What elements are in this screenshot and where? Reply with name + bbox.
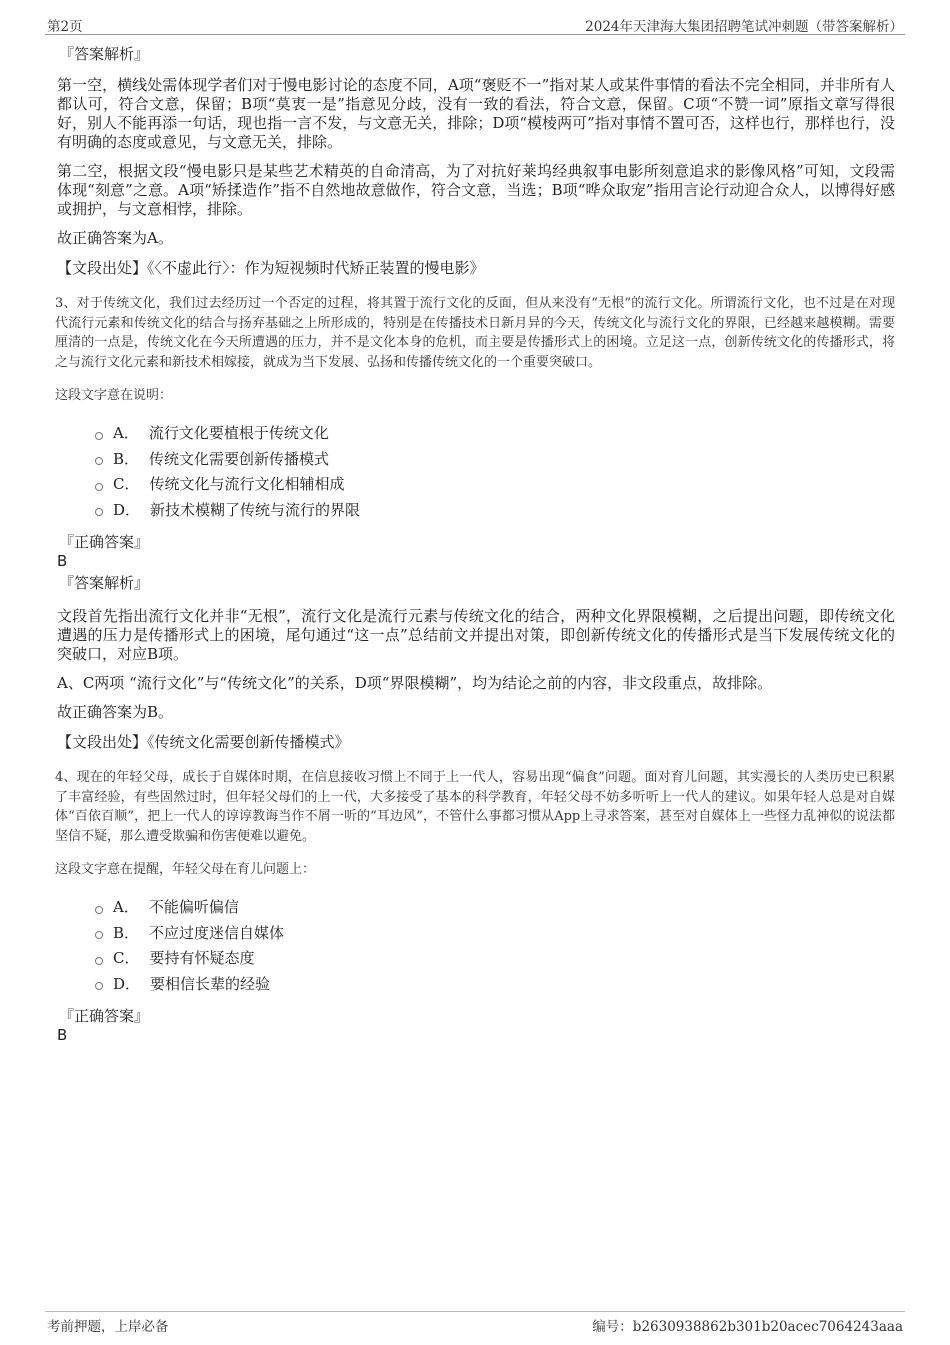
question-4 (55, 768, 895, 1045)
q3-prompt: 这段文字意在说明： (55, 388, 173, 403)
radio-button-icon[interactable] (95, 432, 103, 440)
q3-answer-value: B (57, 552, 68, 570)
q2-analysis-conclusion: 故正确答案为A。 (57, 229, 173, 247)
q2-source-label: 【文段出处】 (57, 259, 148, 277)
q3-option-b-letter: B． (113, 449, 140, 468)
q4-option-a-letter: A． (113, 898, 139, 916)
q2-source-text: 《〈不虚此行〉：作为短视频时代矫正装置的慢电影》 (147, 259, 485, 277)
q3-analysis-para-1: 文段首先指出流行文化并非“无根”，流行文化是流行元素与传统文化的结合，两种文化界限模糊，之后提出问题，即传统文化遭遇的压力是传播形式上的困境，尾句通过“这一点”总结前文并提出对策，即创新传统文化的传播形式是当下发展传统文化的突破口，对应B项。 (57, 607, 895, 663)
q2-source (57, 258, 895, 278)
q4-option-c-text: 要持有怀疑态度 (149, 949, 255, 967)
q3-option-d-text: 新技术模糊了传统与流行的界限 (150, 500, 361, 519)
q4-prompt: 这段文字意在提醒，年轻父母在育儿问题上： (55, 862, 316, 877)
q4-options (95, 895, 895, 997)
q3-option-d-letter: D． (113, 500, 141, 519)
q3-analysis-label: 『答案解析』 (59, 574, 150, 592)
q4-option-b[interactable] (95, 921, 895, 947)
q3-analysis-para-2: A、C两项 “流行文化”与“传统文化”的关系，D项“界限模糊”，均为结论之前的内容，非文段重点，故排除。 (57, 674, 773, 692)
q3-source-text: 《传统文化需要创新传播模式》 (147, 733, 350, 751)
page-content (55, 44, 895, 1047)
q3-answer-label: 『正确答案』 (59, 533, 150, 551)
q4-option-a-text: 不能偏听偏信 (148, 898, 239, 916)
q3-option-a-text: 流行文化要植根于传统文化 (148, 424, 329, 442)
q4-option-c[interactable] (95, 946, 895, 972)
q4-answer-value: B (57, 1026, 68, 1044)
q3-option-a-letter: A． (113, 424, 139, 442)
q3-options (95, 421, 895, 523)
footer-serial: 编号：b2630938862b301b20acec7064243aaa (592, 1319, 903, 1335)
document-title: 2024年天津海大集团招聘笔试冲刺题（带答案解析） (585, 19, 903, 35)
q2-analysis-para-1: 第一空，横线处需体现学者们对于慢电影讨论的态度不同，A项“褒贬不一”指对某人或某件事情的看法不完全相同，并非所有人都认可，符合文意，保留；B项“莫衷一是”指意见分歧，没有一致的看法，符合文意，保留。C项“不赞一词”原指文章写得很好，别人不能再添一句话，现也指一言不发，与文意无关，排除；D项“模棱两可”指对事情不置可否，这样也行，那样也行，没有明确的态度或意见，与文意无关，排除。 (57, 76, 895, 151)
q4-option-d[interactable] (95, 972, 895, 998)
q4-option-d-text: 要相信长辈的经验 (150, 974, 271, 993)
q2-analysis-label: 『答案解析』 (59, 45, 150, 63)
radio-button-icon[interactable] (95, 906, 103, 914)
radio-button-icon[interactable] (95, 483, 103, 491)
q4-option-d-letter: D． (113, 974, 141, 993)
page-header (45, 12, 905, 35)
q4-option-b-text: 不应过度迷信自媒体 (149, 923, 285, 942)
radio-button-icon[interactable] (95, 982, 103, 990)
q3-option-b[interactable] (95, 447, 895, 473)
q3-option-c-text: 传统文化与流行文化相辅相成 (149, 475, 345, 493)
q3-option-c-letter: C． (113, 475, 140, 493)
q2-analysis-section (55, 44, 895, 278)
q3-analysis-conclusion: 故正确答案为B。 (57, 703, 174, 721)
q3-option-a[interactable] (95, 421, 895, 447)
q4-option-a[interactable] (95, 895, 895, 921)
radio-button-icon[interactable] (95, 957, 103, 965)
radio-button-icon[interactable] (95, 508, 103, 516)
q2-analysis-para-2: 第二空，根据文段“慢电影只是某些艺术精英的自命清高，为了对抗好莱坞经典叙事电影所刻意追求的影像风格”可知，文段需体现“刻意”之意。A项“矫揉造作”指不自然地故意做作，符合文意，当选；B项“哗众取宠”指用言论行动迎合众人，以博得好感或拥护，与文意相悖，排除。 (57, 162, 895, 218)
q3-source (57, 732, 895, 752)
q4-option-b-letter: B． (113, 923, 140, 942)
page-footer (45, 1311, 905, 1334)
page-number: 第2页 (47, 19, 83, 35)
q3-question-text: 3、对于传统文化，我们过去经历过一个否定的过程，将其置于流行文化的反面，但从来没有“无根”的流行文化。所谓流行文化，也不过是在对现代流行元素和传统文化的结合与扬弃基础之上所形成的，特别是在传播技术日新月异的今天，传统文化与流行文化的界限，已经越来越模糊。需要厘清的一点是，传统文化在今天所遭遇的压力，并不是文化本身的危机，而主要是传播形式上的困境。立足这一点，创新传统文化的传播形式，将之与流行文化元素和新技术相嫁接，就成为当下发展、弘扬和传播传统文化的一个重要突破口。 (55, 296, 895, 370)
radio-button-icon[interactable] (95, 457, 103, 465)
question-3 (55, 294, 895, 752)
q3-option-d[interactable] (95, 498, 895, 524)
radio-button-icon[interactable] (95, 931, 103, 939)
footer-slogan: 考前押题，上岸必备 (47, 1319, 169, 1335)
q3-option-b-text: 传统文化需要创新传播模式 (149, 449, 330, 468)
q3-option-c[interactable] (95, 472, 895, 498)
q4-option-c-letter: C． (113, 949, 140, 967)
q4-question-text: 4、现在的年轻父母，成长于自媒体时期，在信息接收习惯上不同于上一代人，容易出现“偏食”问题。面对育儿问题，其实漫长的人类历史已积累了丰富经验，有些固然过时，但年轻父母们的上一代，大多接受了基本的科学教育，年轻父母不妨多听听上一代人的建议。如果年轻人总是对自媒体“百依百顺”，把上一代人的谆谆教诲当作不屑一听的“耳边风”，不管什么事都习惯从App上寻求答案，甚至对自媒体上一些怪力乱神似的说法都坚信不疑，那么遭受欺骗和伤害便难以避免。 (55, 770, 895, 844)
q3-source-label: 【文段出处】 (57, 733, 148, 751)
q4-answer-label: 『正确答案』 (59, 1007, 150, 1025)
